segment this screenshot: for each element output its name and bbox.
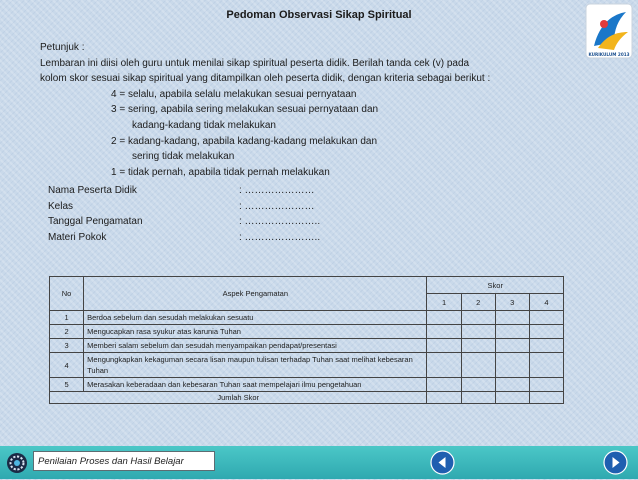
- identity-label: Materi Pokok: [48, 231, 107, 243]
- page-title: Pedoman Observasi Sikap Spiritual: [226, 9, 412, 21]
- arrow-left-icon: [430, 450, 455, 475]
- score-cell[interactable]: [427, 339, 461, 353]
- table-row: [50, 378, 564, 392]
- criteria-3: 3 = sering, apabila sering melakukan sesuai pernyataan dan: [111, 104, 379, 116]
- criteria-3-continued: kadang-kadang tidak melakukan: [132, 119, 276, 131]
- gear-icon: [6, 452, 28, 474]
- identity-row-date: [48, 216, 408, 232]
- instructions-line: Lembaran ini diisi oleh guru untuk menilai sikap spiritual peserta didik. Berilah tanda cek (v) pada: [40, 57, 470, 69]
- table-row: [50, 325, 564, 339]
- row-no: 2: [50, 325, 84, 339]
- criteria-4: 4 = selalu, apabila selalu melakukan sesuai pernyataan: [111, 88, 357, 100]
- score-cell[interactable]: [461, 378, 495, 392]
- score-cell[interactable]: [427, 311, 461, 325]
- identity-label: Nama Peserta Didik: [48, 185, 137, 196]
- identity-value: : …………………: [239, 200, 315, 212]
- total-score-cell[interactable]: [529, 392, 563, 404]
- identity-row-class: [48, 201, 408, 217]
- total-score-cell[interactable]: [427, 392, 461, 404]
- instructions: [40, 40, 580, 180]
- skor-col-3: 3: [495, 294, 529, 311]
- student-identity: [48, 185, 408, 247]
- row-aspek: Merasakan keberadaan dan kebesaran Tuhan saat mempelajari ilmu pengetahuan: [84, 378, 427, 392]
- header-aspek: Aspek Pengamatan: [84, 277, 427, 311]
- score-cell[interactable]: [529, 339, 563, 353]
- row-aspek: Mengucapkan rasa syukur atas karunia Tuhan: [84, 325, 427, 339]
- row-no: 4: [50, 353, 84, 378]
- skor-col-4: 4: [529, 294, 563, 311]
- score-cell[interactable]: [495, 311, 529, 325]
- criteria-2: 2 = kadang-kadang, apabila kadang-kadang melakukan dan: [111, 135, 378, 147]
- identity-label: Kelas: [48, 200, 74, 212]
- identity-row-name: [48, 185, 408, 201]
- total-score-cell[interactable]: [461, 392, 495, 404]
- total-score-cell[interactable]: [495, 392, 529, 404]
- score-cell[interactable]: [461, 353, 495, 378]
- total-row: [50, 392, 564, 404]
- identity-value: : …………………..: [239, 231, 321, 243]
- svg-text:KURIKULUM 2013: KURIKULUM 2013: [588, 52, 630, 57]
- score-cell[interactable]: [529, 353, 563, 378]
- row-no: 5: [50, 378, 84, 392]
- instructions-line: kolom skor sesuai sikap spiritual yang ditampilkan oleh peserta didik, dengan kriteria sebagai berikut :: [40, 73, 491, 85]
- identity-value: : …………………: [239, 185, 315, 196]
- row-no: 3: [50, 339, 84, 353]
- instructions-heading: Petunjuk :: [40, 42, 85, 53]
- criteria-2-continued: sering tidak melakukan: [132, 151, 235, 163]
- score-cell[interactable]: [495, 378, 529, 392]
- score-cell[interactable]: [529, 311, 563, 325]
- row-aspek: Mengungkapkan kekaguman secara lisan maupun tulisan terhadap Tuhan saat melihat kebesaran Tuhan: [84, 353, 427, 378]
- row-aspek: Berdoa sebelum dan sesudah melakukan sesuatu: [84, 311, 427, 325]
- score-cell[interactable]: [495, 325, 529, 339]
- table-row: [50, 339, 564, 353]
- kurikulum-2013-logo: [584, 2, 634, 60]
- skor-col-2: 2: [461, 294, 495, 311]
- score-cell[interactable]: [427, 325, 461, 339]
- score-cell[interactable]: [495, 353, 529, 378]
- observation-table: [49, 276, 564, 404]
- identity-row-topic: [48, 232, 408, 248]
- score-cell[interactable]: [427, 378, 461, 392]
- score-cell[interactable]: [461, 325, 495, 339]
- header-skor: Skor: [427, 277, 564, 294]
- score-cell[interactable]: [529, 325, 563, 339]
- score-cell[interactable]: [461, 339, 495, 353]
- footer-title: Penilaian Proses dan Hasil Belajar: [33, 451, 215, 471]
- score-cell[interactable]: [529, 378, 563, 392]
- prev-button[interactable]: [430, 450, 455, 475]
- identity-label: Tanggal Pengamatan: [48, 216, 143, 227]
- score-cell[interactable]: [495, 339, 529, 353]
- row-aspek: Memberi salam sebelum dan sesudah menyampaikan pendapat/presentasi: [84, 339, 427, 353]
- row-no: 1: [50, 311, 84, 325]
- score-cell[interactable]: [427, 353, 461, 378]
- header-no: No: [50, 277, 84, 311]
- table-row: [50, 311, 564, 325]
- arrow-right-icon: [603, 450, 628, 475]
- total-label: Jumlah Skor: [50, 392, 427, 404]
- skor-col-1: 1: [427, 294, 461, 311]
- score-cell[interactable]: [461, 311, 495, 325]
- table-row: [50, 353, 564, 378]
- next-button[interactable]: [603, 450, 628, 475]
- criteria-1: 1 = tidak pernah, apabila tidak pernah melakukan: [111, 166, 330, 178]
- identity-value: : …………………..: [239, 216, 321, 227]
